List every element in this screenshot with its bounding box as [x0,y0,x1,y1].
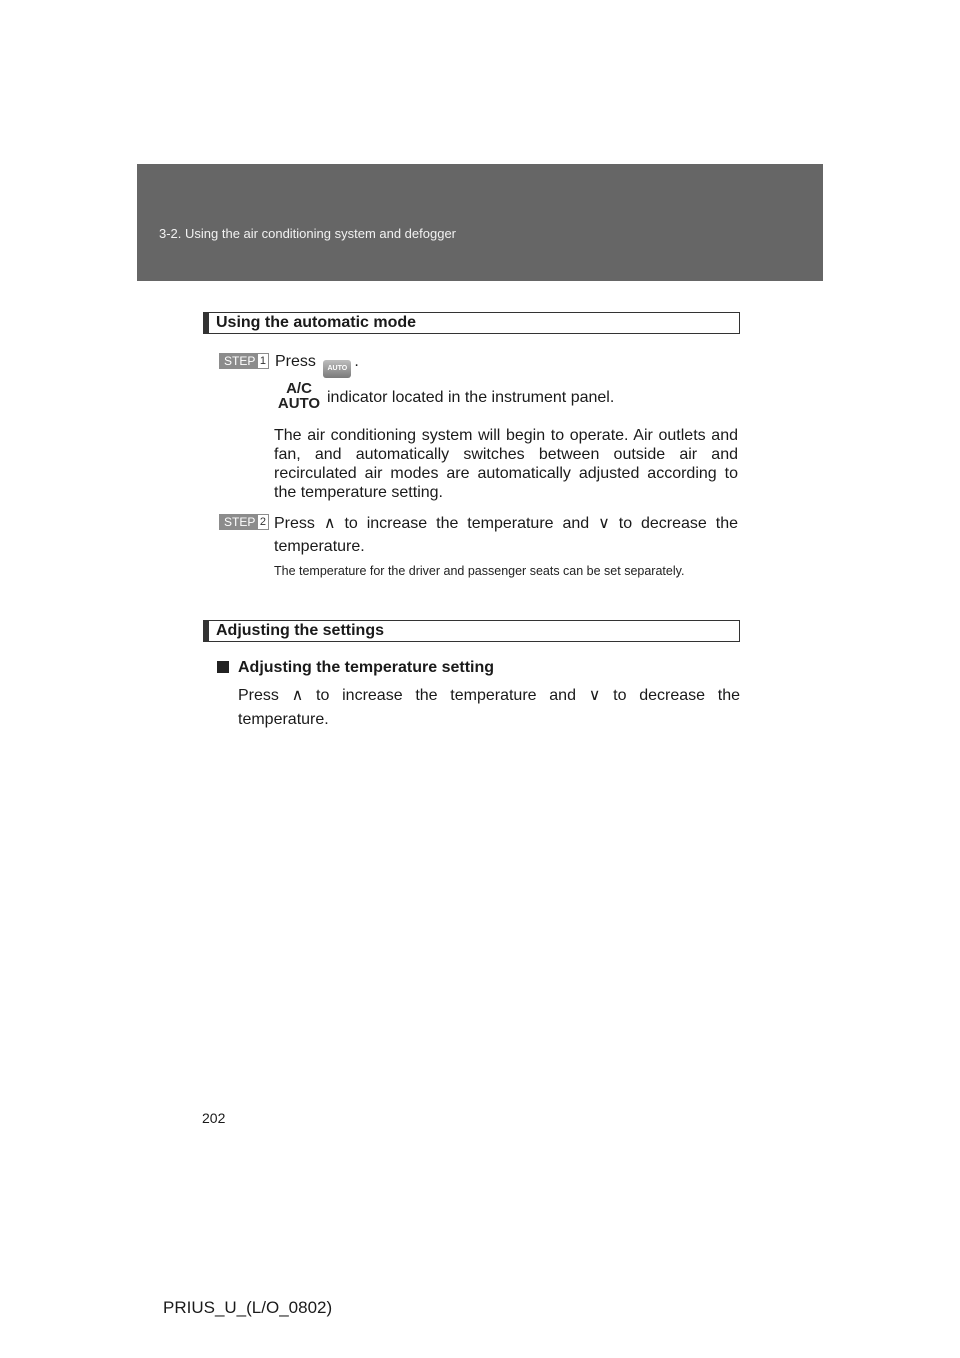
step-1-press-label: Press [275,353,316,370]
step-1-word: STEP [224,354,256,368]
footer-code: PRIUS_U_(L/O_0802) [163,1298,333,1317]
page-number: 202 [202,1110,226,1126]
step-2-instruction: Press ∧ to increase the temperature and ∨ to decrease the temperature. [274,515,738,555]
step-2-badge [219,514,269,530]
ac-indicator-line2: AUTO [277,395,321,412]
ac-indicator-line1: A/C [286,380,312,397]
heading-marker [204,621,209,641]
step-1-number: 1 [257,353,269,369]
bullet-square-icon [217,661,229,673]
step-2-note: The temperature for the driver and passenger seats can be set separately. [274,564,685,578]
header-bar [137,164,823,281]
step-1-period: . [354,353,359,370]
header-section-title: 3-2. Using the air conditioning system and defogger [159,226,457,241]
heading-adjusting-settings-text: Adjusting the settings [216,622,384,639]
auto-button-icon: AUTO [323,360,351,378]
subheading-temperature: Adjusting the temperature setting [238,659,495,676]
heading-automatic-mode-text: Using the automatic mode [216,314,417,331]
heading-marker [204,313,209,333]
ac-auto-indicator-icon [276,381,322,415]
temperature-instruction: Press ∧ to increase the temperature and ∨ to decrease the temperature. [238,687,740,728]
step-1-badge [219,353,269,369]
step-1-instruction [275,352,359,378]
step-2-word: STEP [224,515,256,529]
step-2-number: 2 [257,514,269,530]
heading-adjusting-settings [203,620,740,642]
step-1-description: The air conditioning system will begin to operate. Air outlets and fan, and automatically switches between outside air and recirculated air modes are automatically adjusted according to the temperature setting. [274,427,738,501]
heading-automatic-mode [203,312,740,334]
indicator-text: indicator located in the instrument panel. [327,389,615,406]
